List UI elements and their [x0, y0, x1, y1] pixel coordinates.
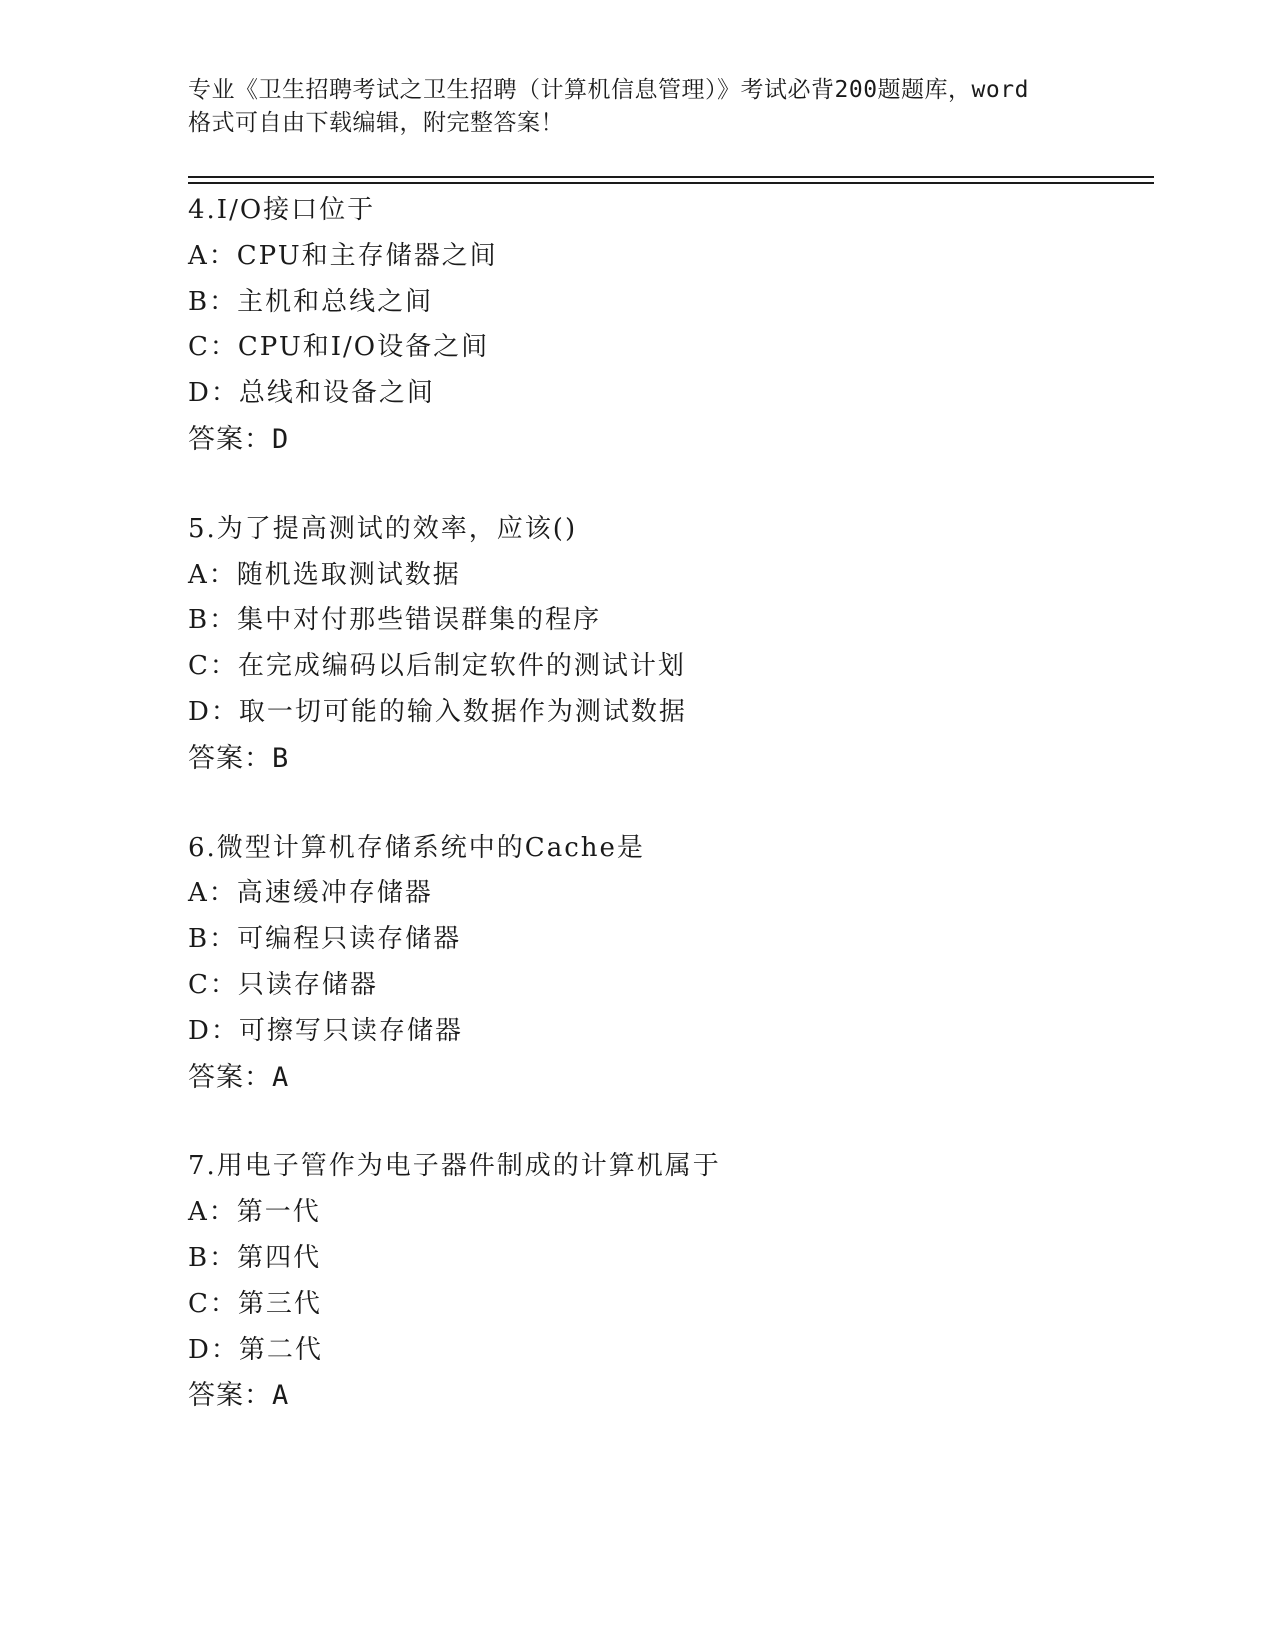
header-rule-bottom [188, 182, 1154, 184]
option-a: A：随机选取测试数据 [188, 559, 461, 590]
question-7 [188, 1144, 1148, 1419]
answer-line: 答案：D [188, 423, 290, 455]
question-stem: 6.微型计算机存储系统中的Cache是 [188, 832, 645, 863]
option-a: A：第一代 [188, 1197, 321, 1228]
option-a: A：CPU和主存储器之间 [188, 240, 498, 271]
option-b: B：主机和总线之间 [188, 286, 434, 317]
option-d: D：总线和设备之间 [188, 378, 435, 409]
option-b: B：第四代 [188, 1242, 322, 1273]
option-c: C：第三代 [188, 1288, 322, 1319]
option-c: C：CPU和I/O设备之间 [188, 332, 490, 363]
question-stem: 7.用电子管作为电子器件制成的计算机属于 [188, 1151, 721, 1182]
option-c: C：只读存储器 [188, 969, 378, 1000]
option-c: C：在完成编码以后制定软件的测试计划 [188, 651, 686, 682]
question-5 [188, 507, 1148, 782]
option-d: D：可擦写只读存储器 [188, 1015, 463, 1046]
header-line-1: 专业《卫生招聘考试之卫生招聘（计算机信息管理）》考试必背200题题库，word [188, 77, 1029, 103]
option-d: D：取一切可能的输入数据作为测试数据 [188, 696, 687, 727]
answer-line: 答案：B [188, 742, 290, 774]
answer-line: 答案：A [188, 1061, 290, 1093]
answer-line: 答案：A [188, 1380, 290, 1412]
option-d: D：第二代 [188, 1334, 323, 1365]
header-rule-top [188, 176, 1154, 178]
option-a: A：高速缓冲存储器 [188, 878, 433, 909]
question-list [188, 188, 1148, 1463]
question-4 [188, 188, 1148, 463]
document-header [188, 74, 1088, 140]
question-6 [188, 826, 1148, 1101]
question-stem: 5.为了提高测试的效率，应该() [188, 513, 578, 544]
option-b: B：集中对付那些错误群集的程序 [188, 605, 602, 636]
header-line-2: 格式可自由下载编辑，附完整答案！ [188, 110, 564, 136]
option-b: B：可编程只读存储器 [188, 924, 462, 955]
question-stem: 4.I/O接口位于 [188, 195, 376, 225]
